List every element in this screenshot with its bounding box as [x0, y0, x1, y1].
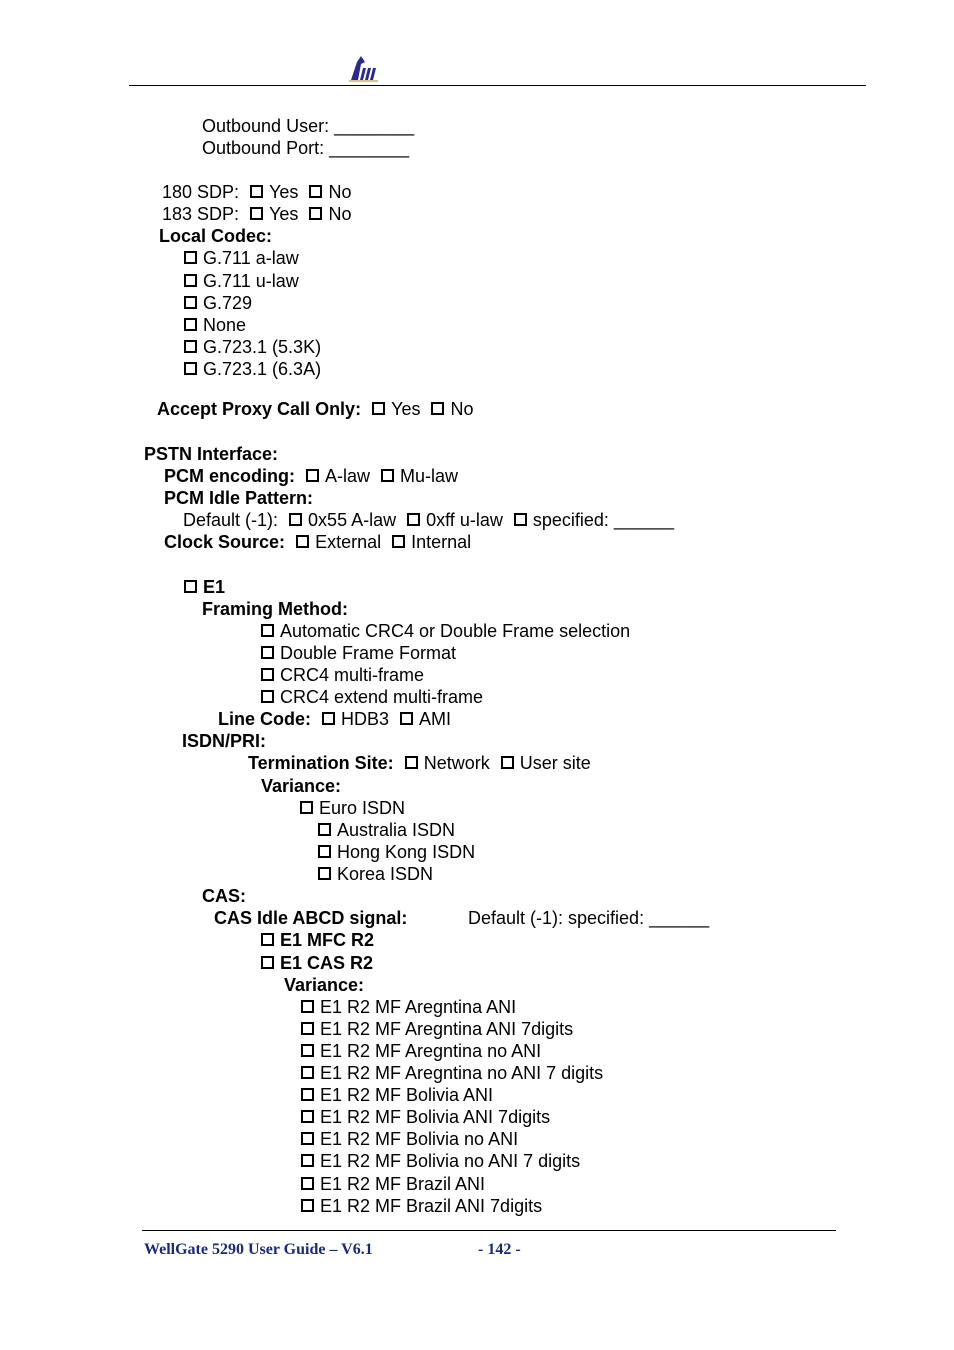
- cas-idle-default: Default (-1): specified: ______: [468, 908, 710, 928]
- footer-rule: [142, 1230, 836, 1231]
- cas-variance-option: [301, 996, 516, 1018]
- option-label: No: [328, 182, 352, 202]
- e1-heading: [184, 576, 225, 598]
- checkbox-icon[interactable]: [501, 756, 514, 769]
- checkbox-icon[interactable]: [431, 402, 444, 415]
- line-code-row: [218, 708, 451, 730]
- pcm-encoding-row: [164, 465, 458, 487]
- isdn-heading: [182, 730, 266, 752]
- codec-option: [184, 314, 246, 336]
- option-label: G.723.1 (6.3A): [203, 359, 322, 379]
- option-label: E1 R2 MF Brazil ANI 7digits: [320, 1196, 543, 1216]
- checkbox-icon[interactable]: [184, 340, 197, 353]
- option-label: G.711 a-law: [203, 248, 299, 268]
- checkbox-icon[interactable]: [261, 956, 274, 969]
- option-label: None: [203, 315, 247, 335]
- option-label: E1 MFC R2: [280, 930, 375, 950]
- footer-page-number: - 142 -: [478, 1241, 521, 1258]
- heading-text: PCM Idle Pattern:: [164, 488, 314, 508]
- option-label: No: [328, 204, 352, 224]
- cas-variance-option: [301, 1018, 573, 1040]
- checkbox-icon[interactable]: [309, 207, 322, 220]
- heading-text: E1: [203, 577, 226, 597]
- option-label: E1 R2 MF Bolivia ANI: [320, 1085, 494, 1105]
- checkbox-icon[interactable]: [184, 251, 197, 264]
- isdn-variance-option: [318, 819, 455, 841]
- checkbox-icon[interactable]: [184, 580, 197, 593]
- option-label: specified: ______: [532, 510, 674, 530]
- termination-row: [248, 752, 591, 774]
- option-label: G.723.1 (5.3K): [203, 337, 322, 357]
- cas-heading: [202, 885, 246, 907]
- checkbox-icon[interactable]: [301, 1154, 314, 1167]
- option-label: Yes: [269, 182, 299, 202]
- option-label: E1 R2 MF Aregntina ANI: [320, 997, 517, 1017]
- option-label: E1 R2 MF Bolivia no ANI: [320, 1129, 519, 1149]
- checkbox-icon[interactable]: [301, 1110, 314, 1123]
- option-label: Korea ISDN: [337, 864, 434, 884]
- checkbox-icon[interactable]: [250, 185, 263, 198]
- cas-variance-option: [301, 1106, 550, 1128]
- cas-variance-option: [301, 1173, 485, 1195]
- checkbox-icon[interactable]: [261, 690, 274, 703]
- option-label: Hong Kong ISDN: [337, 842, 476, 862]
- isdn-variance-heading: [261, 775, 341, 797]
- checkbox-icon[interactable]: [306, 469, 319, 482]
- heading-text: Variance:: [284, 975, 365, 995]
- sdp-183-label: 183 SDP:: [162, 204, 240, 224]
- pstn-heading: [144, 443, 278, 465]
- checkbox-icon[interactable]: [318, 823, 331, 836]
- option-label: Australia ISDN: [337, 820, 456, 840]
- cas-mfc-r2-option: [261, 929, 374, 951]
- checkbox-icon[interactable]: [250, 207, 263, 220]
- cas-variance-option: [301, 1040, 541, 1062]
- header-rule: [129, 85, 866, 86]
- checkbox-icon[interactable]: [400, 712, 413, 725]
- checkbox-icon[interactable]: [289, 513, 302, 526]
- isdn-variance-option: [318, 863, 433, 885]
- pcm-idle-row: [183, 509, 674, 531]
- accept-proxy-row: [157, 398, 474, 420]
- checkbox-icon[interactable]: [261, 933, 274, 946]
- option-label: External: [315, 532, 382, 552]
- checkbox-icon[interactable]: [184, 318, 197, 331]
- sdp-180-label: 180 SDP:: [162, 182, 240, 202]
- option-label: HDB3: [341, 709, 390, 729]
- footer-guide-title: WellGate 5290 User Guide – V6.1: [144, 1241, 373, 1258]
- checkbox-icon[interactable]: [318, 845, 331, 858]
- option-label: E1 R2 MF Aregntina no ANI 7 digits: [320, 1063, 604, 1083]
- heading-text: ISDN/PRI:: [182, 731, 267, 751]
- option-label: A-law: [325, 466, 371, 486]
- option-label: E1 R2 MF Bolivia ANI 7digits: [320, 1107, 551, 1127]
- heading-text: Local Codec:: [159, 226, 273, 246]
- option-label: E1 R2 MF Aregntina ANI 7digits: [320, 1019, 574, 1039]
- clock-source-label: Clock Source:: [164, 532, 286, 552]
- framing-option: [261, 664, 424, 686]
- option-label: Network: [423, 753, 490, 773]
- option-label: Automatic CRC4 or Double Frame selection: [280, 621, 631, 641]
- heading-text: Framing Method:: [202, 599, 348, 619]
- wellgate-logo-icon: [349, 56, 379, 82]
- termination-label: Termination Site:: [248, 753, 394, 773]
- checkbox-icon[interactable]: [301, 1088, 314, 1101]
- framing-heading: [202, 598, 348, 620]
- cas-variance-option: [301, 1128, 518, 1150]
- option-label: G.711 u-law: [203, 271, 299, 291]
- option-label: CRC4 extend multi-frame: [280, 687, 484, 707]
- checkbox-icon[interactable]: [309, 185, 322, 198]
- option-label: Euro ISDN: [319, 798, 406, 818]
- option-label: E1 R2 MF Bolivia no ANI 7 digits: [320, 1151, 581, 1171]
- checkbox-icon[interactable]: [261, 668, 274, 681]
- cas-variance-option: [301, 1195, 542, 1217]
- checkbox-icon[interactable]: [301, 1132, 314, 1145]
- option-label: E1 CAS R2: [280, 953, 374, 973]
- checkbox-icon[interactable]: [301, 1066, 314, 1079]
- cas-variance-option: [301, 1150, 580, 1172]
- checkbox-icon[interactable]: [405, 756, 418, 769]
- checkbox-icon[interactable]: [261, 646, 274, 659]
- option-label: Double Frame Format: [280, 643, 457, 663]
- pcm-idle-heading: [164, 487, 313, 509]
- sdp-180-row: [162, 181, 351, 203]
- checkbox-icon[interactable]: [184, 274, 197, 287]
- outbound-port-field: Outbound Port: ________: [202, 138, 410, 158]
- local-codec-heading: [159, 225, 272, 247]
- codec-option: [184, 247, 299, 269]
- option-label: 0xff u-law: [426, 510, 503, 530]
- framing-option: [261, 642, 456, 664]
- checkbox-icon[interactable]: [372, 402, 385, 415]
- heading-text: Variance:: [261, 776, 342, 796]
- option-label: E1 R2 MF Aregntina no ANI: [320, 1041, 542, 1061]
- sdp-183-row: [162, 203, 351, 225]
- framing-option: [261, 620, 630, 642]
- option-label: Yes: [269, 204, 299, 224]
- isdn-variance-option: [300, 797, 405, 819]
- cas-idle-label: [214, 907, 407, 929]
- option-label: Mu-law: [400, 466, 459, 486]
- checkbox-icon[interactable]: [184, 296, 197, 309]
- checkbox-icon[interactable]: [261, 624, 274, 637]
- option-label: Internal: [411, 532, 472, 552]
- option-label: G.729: [203, 293, 253, 313]
- codec-option: [184, 270, 299, 292]
- codec-option: [184, 292, 252, 314]
- heading-text: CAS:: [202, 886, 246, 906]
- checkbox-icon[interactable]: [296, 535, 309, 548]
- codec-option: [184, 358, 321, 380]
- cas-variance-heading: [284, 974, 364, 996]
- cas-cas-r2-option: [261, 952, 373, 974]
- checkbox-icon[interactable]: [301, 1199, 314, 1212]
- framing-option: [261, 686, 483, 708]
- clock-source-row: [164, 531, 471, 553]
- accept-proxy-label: Accept Proxy Call Only:: [157, 399, 362, 419]
- checkbox-icon[interactable]: [514, 513, 527, 526]
- checkbox-icon[interactable]: [301, 1000, 314, 1013]
- checkbox-icon[interactable]: [392, 535, 405, 548]
- checkbox-icon[interactable]: [322, 712, 335, 725]
- checkbox-icon[interactable]: [301, 1022, 314, 1035]
- codec-option: [184, 336, 321, 358]
- checkbox-icon[interactable]: [301, 1177, 314, 1190]
- option-label: Yes: [391, 399, 421, 419]
- option-label: 0x55 A-law: [308, 510, 397, 530]
- heading-text: PSTN Interface:: [144, 444, 279, 464]
- default-label: Default (-1):: [183, 510, 279, 530]
- checkbox-icon[interactable]: [318, 867, 331, 880]
- pcm-encoding-label: PCM encoding:: [164, 466, 295, 486]
- option-label: AMI: [419, 709, 452, 729]
- checkbox-icon[interactable]: [301, 1044, 314, 1057]
- option-label: CRC4 multi-frame: [280, 665, 425, 685]
- heading-text: CAS Idle ABCD signal:: [214, 908, 408, 928]
- checkbox-icon[interactable]: [381, 469, 394, 482]
- cas-variance-option: [301, 1062, 603, 1084]
- cas-variance-option: [301, 1084, 493, 1106]
- option-label: E1 R2 MF Brazil ANI: [320, 1174, 486, 1194]
- line-code-label: Line Code:: [218, 709, 311, 729]
- option-label: User site: [519, 753, 591, 773]
- option-label: No: [450, 399, 474, 419]
- checkbox-icon[interactable]: [300, 801, 313, 814]
- isdn-variance-option: [318, 841, 475, 863]
- outbound-user-field: Outbound User: ________: [202, 116, 415, 136]
- checkbox-icon[interactable]: [407, 513, 420, 526]
- checkbox-icon[interactable]: [184, 362, 197, 375]
